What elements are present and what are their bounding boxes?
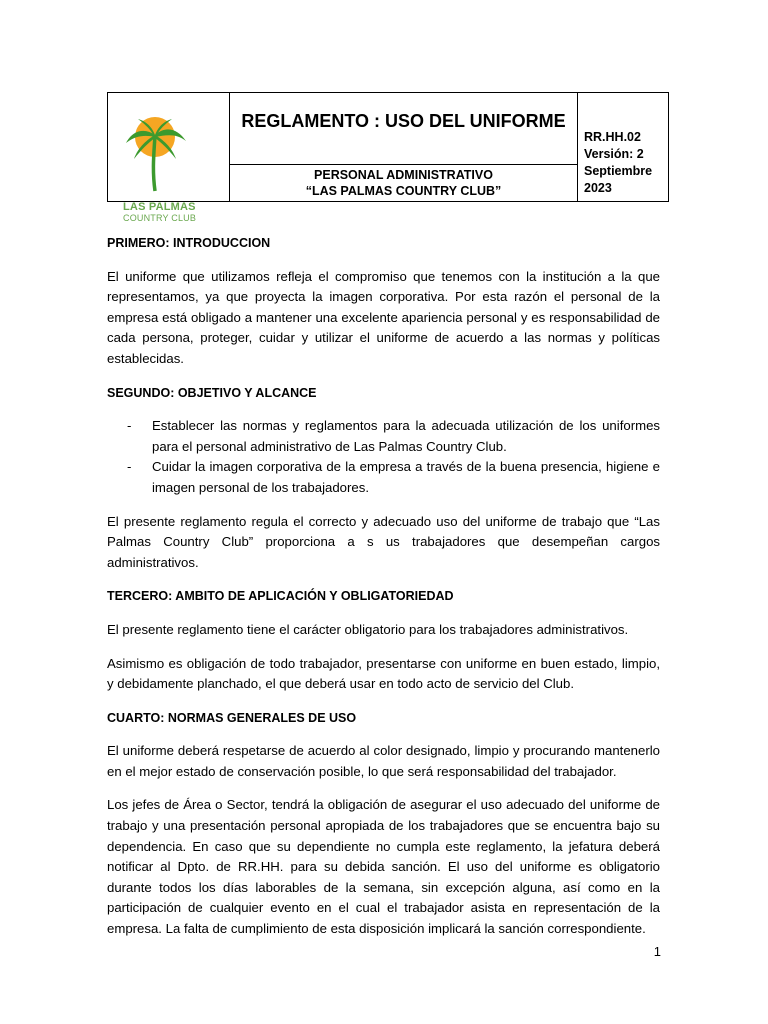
list-item	[107, 457, 660, 498]
palm-tree-logo-icon	[124, 113, 188, 193]
section-heading-cuarto: CUARTO: NORMAS GENERALES DE USO	[107, 710, 357, 725]
section-heading-segundo: SEGUNDO: OBJETIVO Y ALCANCE	[107, 385, 317, 400]
section-heading-primero: PRIMERO: INTRODUCCION	[107, 236, 271, 250]
document-year: 2023	[584, 181, 612, 195]
document-title: REGLAMENTO : USO DEL UNIFORME	[241, 111, 566, 131]
bullet-dash: -	[127, 459, 132, 475]
paragraph-color-designado: El uniforme deberá respetarse de acuerdo al color designado, limpio y procurando mantenerlo en el mejor estado de conservación posible, lo que será responsabilidad del trabajador.	[107, 743, 660, 779]
subtitle-line-2: “LAS PALMAS COUNTRY CLUB”	[305, 184, 502, 198]
document-header-table	[107, 92, 669, 202]
title-cell	[230, 93, 578, 165]
document-month: Septiembre	[584, 164, 653, 178]
paragraph-alcance: El presente reglamento regula el correcto y adecuado uso del uniforme de trabajo que “Las Palmas Country Club” proporciona a s us trabajadores que desempeñan cargos administrativos.	[107, 513, 660, 570]
logo-text-las-palmas: LAS PALMAS	[123, 201, 196, 213]
list-item-text: Establecer las normas y reglamentos para la adecuada utilización de los uniformes para el personal administrativo de Las Palmas Country Club.	[152, 418, 660, 454]
document-code-cell	[578, 93, 668, 201]
paragraph-obligacion: Asimismo es obligación de todo trabajador, presentarse con uniforme en buen estado, limpio, y debidamente planchado, el que deberá usar en todo acto de servicio del Club.	[107, 655, 660, 692]
document-code: RR.HH.02	[584, 130, 641, 144]
subtitle-line-1: PERSONAL ADMINISTRATIVO	[314, 168, 493, 182]
list-item	[107, 416, 660, 457]
paragraph-introduccion: El uniforme que utilizamos refleja el compromiso que tenemos con la institución a la que representamos, ya que proyecta la imagen corporativa. Por esta razón el personal de la empresa está obligado a mantener una excelente apariencia personal y es responsabilidad de cada persona, proteger, cuidar y utilizar el uniforme de acuerdo a las normas y políticas establecidas.	[107, 268, 660, 366]
section-heading-tercero: TERCERO: AMBITO DE APLICACIÓN Y OBLIGATORIEDAD	[107, 589, 454, 604]
list-item-text: Cuidar la imagen corporativa de la empresa a través de la buena presencia, higiene e imagen personal de los trabajadores.	[152, 459, 660, 495]
paragraph-obligatorio: El presente reglamento tiene el carácter obligatorio para los trabajadores administrativos.	[107, 621, 629, 637]
logo-text-country-club: COUNTRY CLUB	[123, 213, 197, 223]
bullet-dash: -	[127, 418, 132, 434]
subtitle-cell	[230, 165, 578, 201]
document-version: Versión: 2	[584, 147, 644, 161]
document-body	[107, 228, 660, 940]
page-number: 1	[653, 944, 661, 959]
paragraph-jefes-area: Los jefes de Área o Sector, tendrá la obligación de asegurar el uso adecuado del uniforme de trabajo y una presentación personal apropiada de los trabajadores que se encuentra bajo su dependencia. En caso que su dependiente no cumpla este reglamento, la jefatura deberá notificar al Dpto. de RR.HH. para su debida sanción. El uso del uniforme es obligatorio durante todos los días laborables de la semana, sin excepción alguna, así como en la participación de cualquier evento en el cual el trabajador asista en representación de la empresa. La falta de cumplimiento de esta disposición implicará la sanción correspondiente.	[107, 797, 660, 937]
logo-cell	[108, 93, 230, 201]
objectives-list	[107, 416, 660, 498]
